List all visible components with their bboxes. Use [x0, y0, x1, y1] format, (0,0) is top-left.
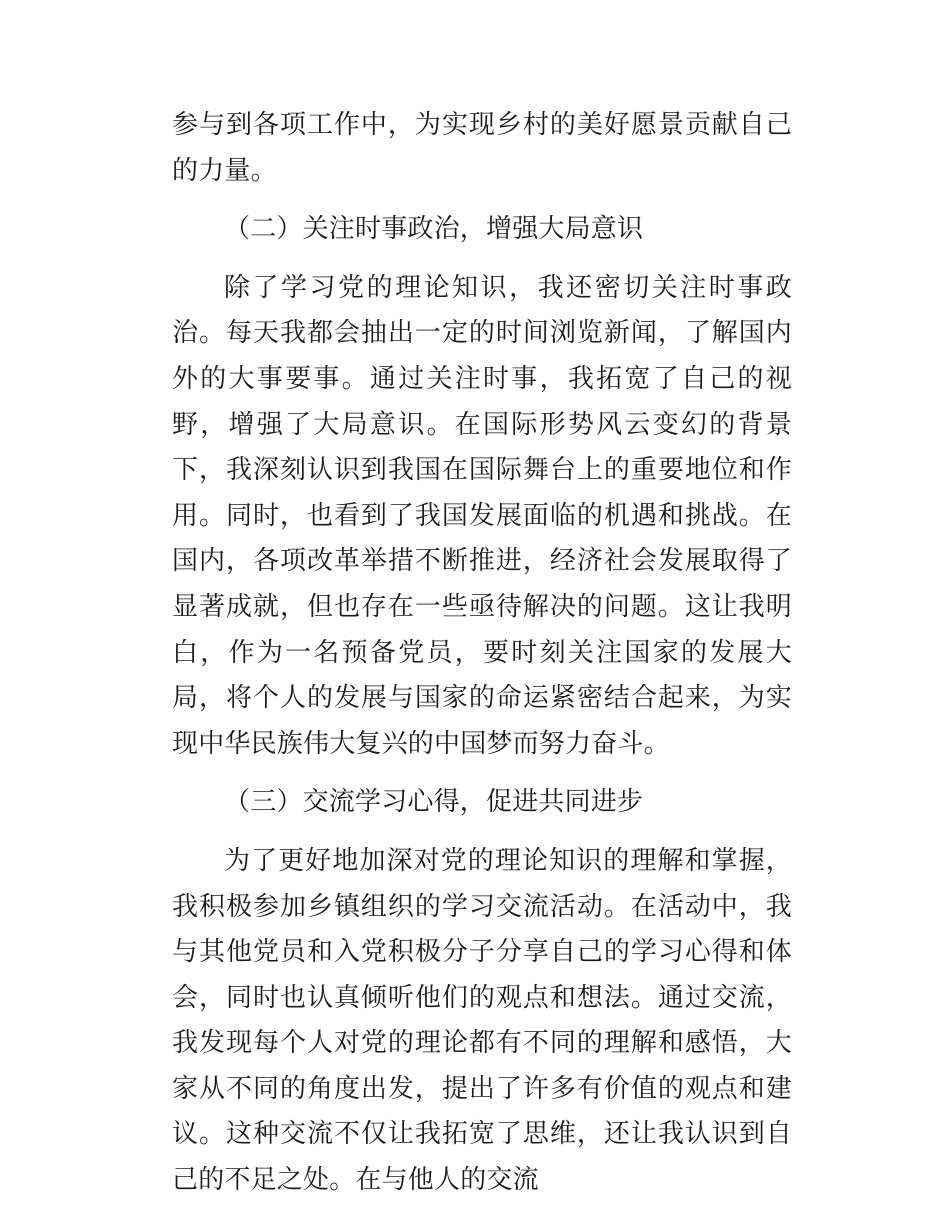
paragraph-current-affairs: 除了学习党的理论知识，我还密切关注时事政治。每天我都会抽出一定的时间浏览新闻，了解国内外的大事要事。通过关注时事，我拓宽了自己的视野，增强了大局意识。在国际形势风云变幻的背景下，我深刻认识到我国在国际舞台上的重要地位和作用。同时，也看到了我国发展面临的机遇和挑战。在国内，各项改革举措不断推进，经济社会发展取得了显著成就，但也存在一些亟待解决的问题。这让我明白，作为一名预备党员，要时刻关注国家的发展大局，将个人的发展与国家的命运紧密结合起来，为实现中华民族伟大复兴的中国梦而努力奋斗。: [172, 272, 792, 759]
paragraph-gap: [172, 194, 792, 207]
paragraph-continued: 参与到各项工作中，为实现乡村的美好愿景贡献自己的力量。: [172, 110, 792, 186]
section-heading-2: （二）关注时事政治，增强大局意识: [224, 214, 644, 245]
paragraph-gap: [172, 767, 792, 780]
paragraph-gap: [172, 253, 792, 266]
document-page: [172, 103, 792, 1204]
section-heading-3: （三）交流学习心得，促进共同进步: [224, 787, 644, 818]
paragraph-study-exchange: 为了更好地加深对党的理论知识的理解和掌握，我积极参加乡镇组织的学习交流活动。在活动中，我与其他党员和入党积极分子分享自己的学习心得和体会，同时也认真倾听他们的观点和想法。通过交流，我发现每个人对党的理论都有不同的理解和感悟，大家从不同的角度出发，提出了许多有价值的观点和建议。这种交流不仅让我拓宽了思维，还让我认识到自己的不足之处。在与他人的交流: [172, 845, 792, 1196]
paragraph-gap: [172, 826, 792, 839]
